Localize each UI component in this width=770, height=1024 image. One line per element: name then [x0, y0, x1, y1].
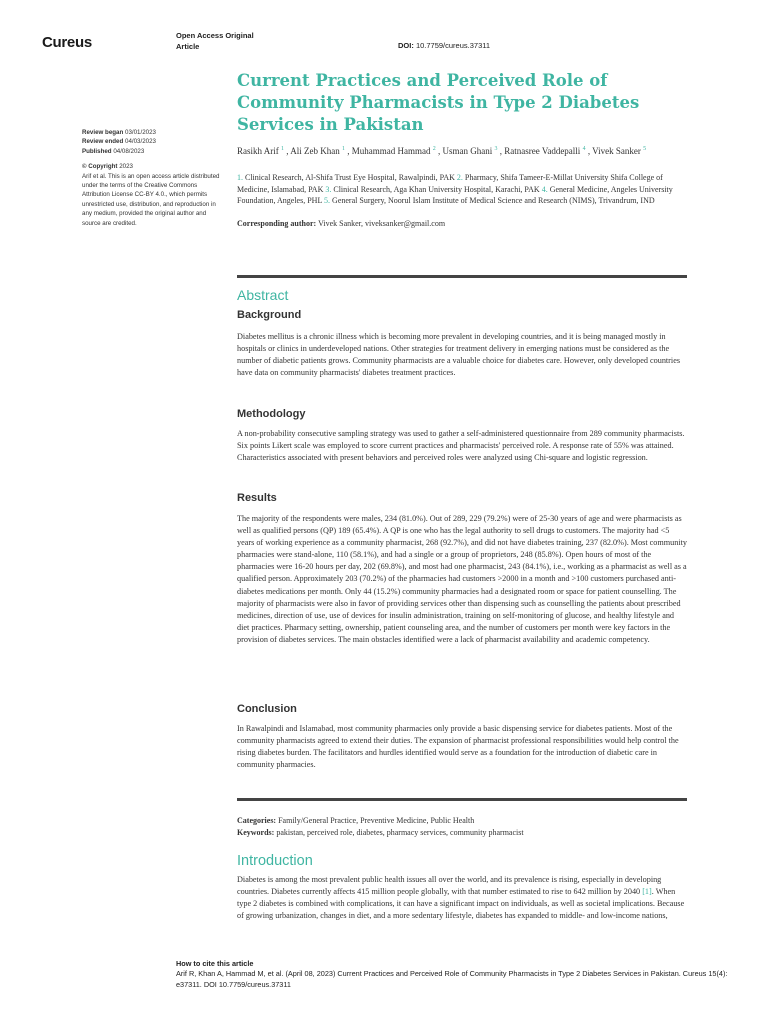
article-meta: [237, 815, 687, 839]
affiliation-text: General Surgery, Noorul Islam Institute of Medical Science and Research (NIMS), Trivandrum, IND: [332, 196, 655, 206]
abstract-heading: Abstract: [237, 287, 289, 303]
author-name[interactable]: Vivek Sanker $^5$: [592, 146, 647, 156]
article-sidebar: [82, 128, 222, 228]
copyright: © Copyright 2023 Arif et al. This is an open access article distributed under the terms of the Creative Commons Attribution License CC-BY 4.0., which permits unrestricted use, distribution, and reproduction in any medium, provided the original author and source are credited.: [82, 162, 222, 228]
affiliation-text: General Medicine, Angeles University Foundation, Angeles, PHL: [237, 184, 673, 206]
affiliation-text: Clinical Research, Aga Khan University Hospital, Karachi, PAK: [333, 184, 542, 194]
author-name[interactable]: Usman Ghani $^3$: [442, 146, 498, 156]
published-date: Published 04/08/2023: [82, 147, 145, 155]
citation-link[interactable]: [1]: [642, 887, 652, 897]
author-affiliation-number: 1: [342, 146, 346, 152]
review-ended: Review ended 04/03/2023: [82, 138, 156, 146]
affiliations: [237, 172, 687, 207]
journal-logo: Cureus: [42, 34, 92, 51]
author-affiliation-number: 4: [582, 146, 586, 152]
affiliation-text: Clinical Research, Al-Shifa Trust Eye Hospital, Rawalpindi, PAK: [245, 173, 457, 182]
affiliation-number: 3.: [325, 184, 334, 194]
section-divider: [237, 275, 687, 278]
results-heading: Results: [237, 492, 277, 504]
affiliation-text: Pharmacy, Shifa Tameer-E-Millat University Shifa College of Medicine, Islamabad, PAK: [237, 173, 663, 194]
introduction-heading: Introduction: [237, 853, 313, 869]
author-name[interactable]: Muhammad Hammad $^2$: [351, 146, 436, 156]
affiliation-number: 5.: [324, 196, 333, 206]
author-affiliation-number: 3: [494, 146, 498, 152]
affiliation-number: 4.: [541, 184, 550, 194]
conclusion-heading: Conclusion: [237, 703, 297, 715]
cite-heading: How to cite this article: [176, 959, 254, 968]
doi-label: DOI:: [398, 41, 414, 50]
section-divider: [237, 798, 687, 801]
methodology-heading: Methodology: [237, 408, 306, 420]
author-affiliation-number: 1: [281, 146, 284, 152]
affiliation-number: 1.: [237, 173, 245, 182]
author-list: Rasikh Arif $^1$ , Ali Zeb Khan $^1$ , Muhammad Hammad $^2$ , Usman Ghani $^3$ , Ratnasree Vaddepalli $^4$ , Vivek Sanker $^5$: [237, 146, 647, 156]
methodology-text: A non-probability consecutive sampling strategy was used to gather a self-administered questionnaire from 289 community pharmacists. Six points Likert scale was employed to score current practices and pharmacists' perceived role. A response rate of 55% was attained. Characteristics associated with present behaviors and perceived roles were analyzed using Chi-square and logistic regression.: [237, 429, 685, 463]
corresponding-author: Corresponding author: Vivek Sanker, viveksanker@gmail.com: [237, 218, 446, 228]
article-title: Current Practices and Perceived Role of Community Pharmacists in Type 2 Diabetes Services in Pakistan: [237, 71, 640, 134]
article-type: Open Access Original Article: [176, 31, 254, 51]
license-text: Arif et al. This is an open access article distributed under the terms of the Creative Commons Attribution License CC-BY 4.0., which permits unrestricted use, distribution, and reproduction in any medium, provided the original author and source are credited.: [82, 172, 220, 227]
doi-value: 10.7759/cureus.37311: [415, 41, 491, 50]
author-name[interactable]: Ratnasree Vaddepalli $^4$: [504, 146, 586, 156]
author-affiliation-number: 5: [643, 146, 647, 152]
categories: Categories: Family/General Practice, Preventive Medicine, Public Health: [237, 816, 475, 825]
author-affiliation-number: 2: [432, 146, 436, 152]
citation-text: Arif R, Khan A, Hammad M, et al. (April 08, 2023) Current Practices and Perceived Role of Community Pharmacists in Type 2 Diabetes Services in Pakistan. Cureus 15(4): e37311. DOI 10.7759/cureus.37311: [176, 969, 728, 989]
background-heading: Background: [237, 309, 302, 321]
author-name[interactable]: Rasikh Arif $^1$: [237, 146, 284, 156]
affiliation-number: 2.: [456, 173, 465, 182]
doi[interactable]: [398, 41, 490, 50]
review-began: Review began 03/01/2023: [82, 129, 156, 136]
author-name[interactable]: Ali Zeb Khan $^1$: [290, 146, 346, 156]
article-header: [237, 70, 687, 228]
conclusion-text: In Rawalpindi and Islamabad, most community pharmacies only provide a basic dispensing service for diabetes patients. Most of the community pharmacists agreed to extend their duties. The expansion of pharmacist professional responsibilities would help control the rising diabetes burden. The facilitators and hurdles identified would serve as a foundation for the introduction of diabetic care in community pharmacies.: [237, 724, 679, 770]
results-text: The majority of the respondents were males, 234 (81.0%). Out of 289, 229 (79.2%) were of 25-30 years of age and were pharmacists as well as qualified persons (QP) 189 (65.4%). A QP is one who has the legal authority to sell drugs to customers. The majority had <5 years of working experience as a community pharmacist, 268 (92.7%), and did not have diabetes training, 237 (82.0%). Most community pharmacies were stand-alone, 110 (58.1%), and had a single or a group of proprietors, 248 (85.8%). Open hours of most of the pharmacies were 16-20 hours per day, 202 (69.8%), and most had one pharmacist, 243 (84.1%), i.e., working as a pharmacist as well as a qualified person. Approximately 203 (70.2%) of the pharmacies had customers >2000 in a month and >100 customers purchased anti-diabetes medications per month. Only 44 (15.2%) community pharmacies had a designated room or space for patient counselling. The majority of pharmacists were also in favor of providing services other than dispensing such as counselling the patients about prescribed medicines, direction of use, use of devices for insulin administration, training on self-monitoring of glucose, and healthy lifestyle and diet practices. Pharmacy setting, ownership, patient counseling area, and the number of customers per month were key factors in the provision of diabetes services. The main obstacles identified were a lack of pharmacist availability and academic competency.: [237, 514, 687, 644]
how-to-cite: [176, 959, 736, 990]
introduction-text: Diabetes is among the most prevalent public health issues all over the world, and its prevalence is rising, especially in developing countries. Diabetes currently affects 415 million people globally, with that number estimated to rise to 642 million by 2040 [1]. When type 2 diabetes is combined with complications, it can have a significant impact on individuals, as well as societal implications. Because of growing urbanization, changes in diet, and a more sedentary lifestyle, diabetes has expanded to middle- and low-income nations,: [237, 875, 685, 921]
background-text: Diabetes mellitus is a chronic illness which is becoming more prevalent in developing countries, and it is being managed mostly in hospitals or clinics in underdeveloped nations. Other strategies for treatment delivery in emerging nations must be considered as the number of diabetic patients grows. Community pharmacists are a valuable choice for diabetes care. However, only developed countries have data on community pharmacists' diabetes treatment practices.: [237, 332, 681, 378]
keywords: Keywords: pakistan, perceived role, diabetes, pharmacy services, community pharmacist: [237, 828, 524, 837]
